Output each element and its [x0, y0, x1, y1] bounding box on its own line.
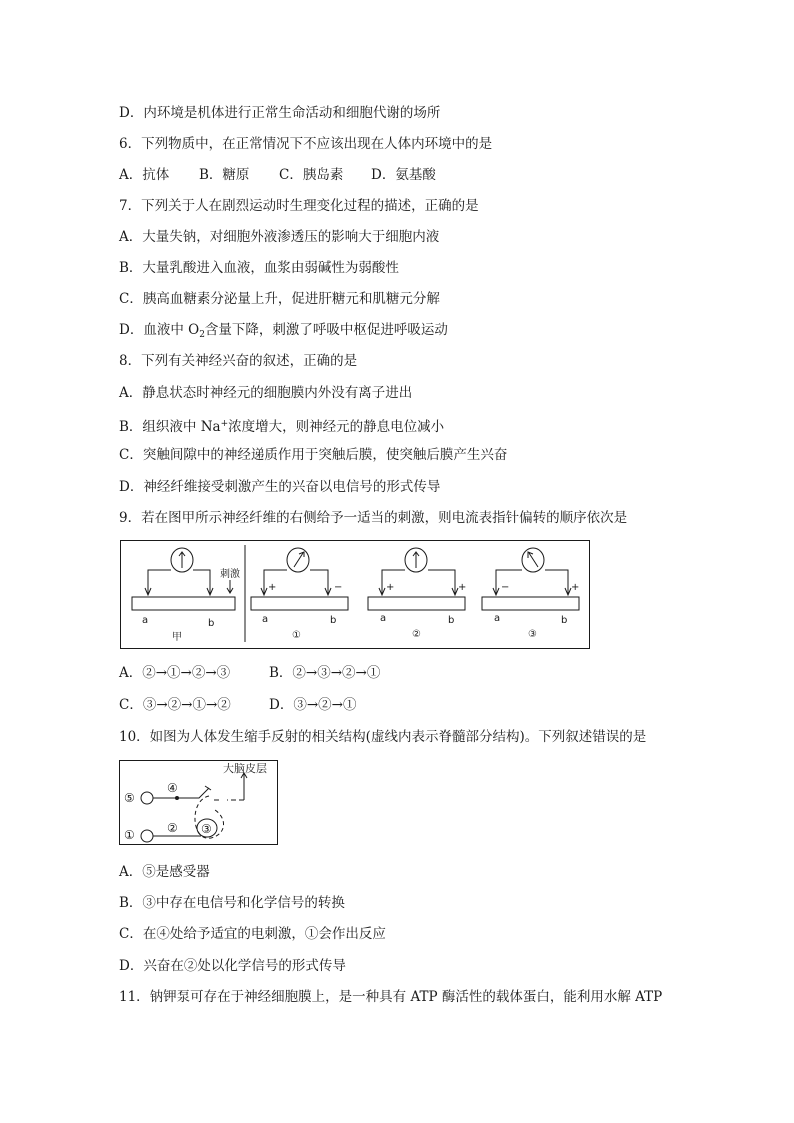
sign-plus-right: + — [458, 582, 467, 593]
q6-option-c: C．胰岛素 — [279, 167, 344, 183]
pointer-right — [294, 552, 304, 567]
q5-option-d: D．内环境是机体进行正常生命活动和细胞代谢的场所 — [119, 105, 441, 121]
sign-minus: − — [501, 582, 510, 593]
pointer-up — [179, 552, 185, 568]
pointer-left — [528, 552, 538, 567]
q10-option-b: B．③中存在电信号和化学信号的转换 — [119, 895, 345, 911]
q9-option-b: B．②→③→②→① — [269, 665, 381, 681]
q9-option-d: D．③→②→① — [269, 697, 357, 713]
q10-stem: 10．如图为人体发生缩手反射的相关结构(虚线内表示脊髓部分结构)。下列叙述错误的是 — [119, 729, 647, 745]
sign-plus: + — [571, 582, 580, 593]
sign-plus: + — [268, 582, 277, 593]
stim-label: 刺激 — [220, 569, 240, 580]
q9-option-c: C．③→②→①→② — [119, 697, 231, 713]
label-b: b — [208, 618, 215, 629]
q10-option-a: A．⑤是感受器 — [119, 864, 210, 880]
nerve-fiber — [132, 597, 235, 610]
ascending-pathway — [241, 773, 247, 800]
q11-stem: 11．钠钾泵可存在于神经细胞膜上，是一种具有 ATP 酶活性的载体蛋白，能利用水解 ATP — [119, 989, 663, 1005]
q8-option-a: A．静息状态时神经元的细胞膜内外没有离子进出 — [119, 385, 413, 401]
nerve-fiber — [482, 597, 579, 610]
panel-jia-label: 甲 — [172, 632, 182, 643]
q8-option-d: D．神经纤维接受刺激产生的兴奋以电信号的形式传导 — [119, 479, 441, 495]
label-a: a — [262, 614, 269, 625]
label-5: ⑤ — [124, 791, 135, 805]
q7-option-d — [119, 321, 448, 344]
panel-2-label: ② — [412, 629, 421, 640]
q7-d-subscript: 2 — [199, 330, 205, 340]
q7-stem: 7．下列关于人在剧烈运动时生理变化过程的描述，正确的是 — [119, 198, 479, 214]
galvanometer-wires — [148, 570, 210, 595]
sign-plus-left: + — [386, 582, 395, 593]
receptor-5 — [141, 792, 153, 804]
label-3: ③ — [201, 822, 212, 836]
sign-minus: − — [334, 582, 343, 593]
panel-1-label: ① — [292, 630, 301, 641]
cortex-label: 大脑皮层 — [223, 762, 267, 775]
label-a: a — [380, 613, 387, 624]
q6-option-d: D．氨基酸 — [371, 167, 436, 183]
q10-option-c: C．在④处给予适宜的电刺激，①会作出反应 — [119, 926, 386, 942]
stim-arrow — [227, 580, 233, 593]
q9-option-a: A．②→①→②→③ — [119, 665, 231, 681]
panel-3 — [482, 548, 579, 640]
q8-option-b — [119, 415, 444, 436]
q7-option-b: B．大量乳酸进入血液，血浆由弱碱性为弱酸性 — [119, 260, 399, 276]
q8-b-superscript: + — [220, 419, 229, 429]
q8-b-text-rest: 浓度增大，则神经元的静息电位减小 — [228, 419, 445, 435]
q6-option-a: A．抗体 — [119, 167, 170, 183]
label-b: b — [561, 615, 568, 626]
q8-option-c: C．突触间隙中的神经递质作用于突触后膜，使突触后膜产生兴奋 — [119, 447, 508, 463]
q10-option-d: D．兴奋在②处以化学信号的形式传导 — [119, 958, 346, 974]
q8-stem: 8．下列有关神经兴奋的叙述，正确的是 — [119, 353, 358, 369]
q6-option-b: B．糖原 — [199, 167, 250, 183]
panel-1 — [251, 548, 348, 641]
panel-jia — [132, 548, 240, 643]
q7-d-text: D．血液中 O — [119, 322, 200, 338]
q8-b-text: B．组织液中 Na — [119, 419, 221, 435]
label-b: b — [330, 615, 337, 626]
q6-stem: 6．下列物质中，在正常情况下不应该出现在人体内环境中的是 — [119, 136, 493, 152]
label-1: ① — [124, 828, 135, 842]
nerve-fiber — [368, 597, 465, 610]
label-4: ④ — [167, 781, 178, 795]
reflex-arc-figure — [119, 760, 279, 846]
panel-3-label: ③ — [528, 629, 537, 640]
figure-frame — [121, 541, 590, 649]
ganglion-dot — [175, 796, 179, 800]
q7-option-a: A．大量失钠，对细胞外液渗透压的影响大于细胞内液 — [119, 229, 440, 245]
q9-stem: 9．若在图甲所示神经纤维的右侧给予一适当的刺激，则电流表指针偏转的顺序依次是 — [119, 510, 628, 526]
effector-1 — [141, 830, 153, 842]
label-b: b — [448, 615, 455, 626]
nerve-fiber-galvanometer-figure — [120, 540, 591, 650]
q7-d-text-rest: 含量下降，刺激了呼吸中枢促进呼吸运动 — [204, 322, 448, 338]
q7-option-c: C．胰高血糖素分泌量上升，促进肝糖元和肌糖元分解 — [119, 291, 440, 307]
panel-2 — [368, 548, 466, 640]
nerve-fiber — [251, 597, 348, 610]
label-a: a — [142, 615, 149, 626]
electrode-arrows — [145, 588, 213, 595]
afferent-nerve — [153, 788, 209, 798]
pointer-up — [413, 552, 419, 568]
label-a: a — [494, 613, 501, 624]
label-2: ② — [167, 821, 178, 835]
